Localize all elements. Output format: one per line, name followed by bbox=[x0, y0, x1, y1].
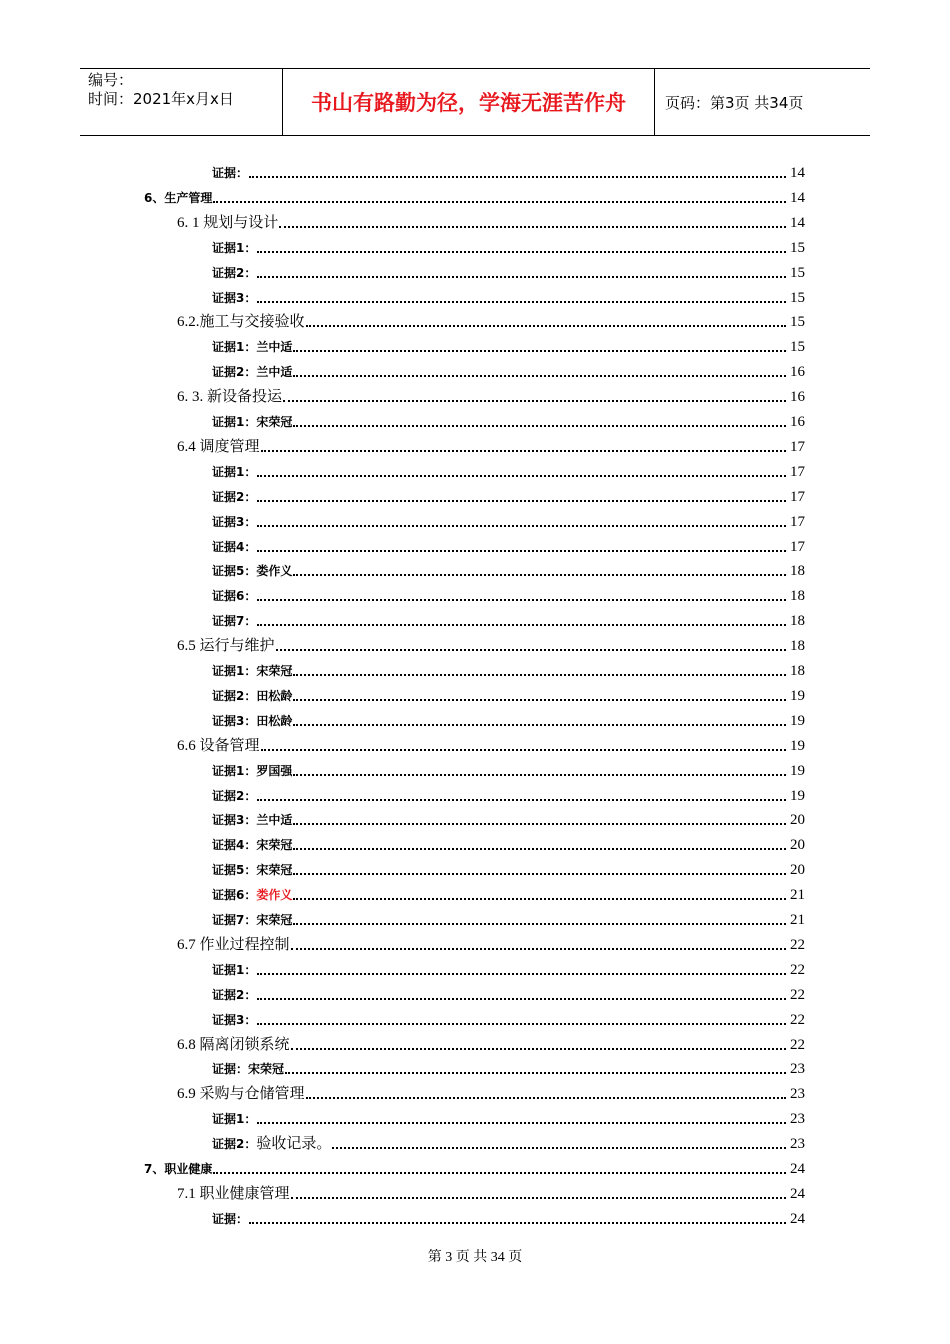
toc-entry-title: 证据5： bbox=[212, 564, 257, 579]
toc-entry[interactable] bbox=[212, 258, 805, 282]
toc-entry-page-number: 24 bbox=[790, 1210, 805, 1227]
toc-entry-title: 6.5 运行与维护 bbox=[177, 638, 275, 655]
dot-leader bbox=[257, 550, 786, 552]
toc-entry-person: 田松龄 bbox=[256, 713, 293, 728]
dot-leader bbox=[293, 724, 786, 726]
dot-leader bbox=[213, 201, 786, 203]
toc-entry-page-number: 14 bbox=[790, 214, 805, 231]
toc-entry[interactable] bbox=[212, 1129, 805, 1153]
toc-entry-title: 证据2： bbox=[212, 489, 257, 504]
header-motto: 书山有路勤为径，学海无涯苦作舟 bbox=[282, 69, 655, 135]
dot-leader bbox=[293, 923, 786, 925]
dot-leader bbox=[257, 475, 786, 477]
toc-entry-title: 6.8 隔离闭锁系统 bbox=[177, 1036, 290, 1053]
toc-entry[interactable] bbox=[212, 805, 805, 829]
toc-entry[interactable] bbox=[212, 1204, 805, 1228]
toc-entry-title: 证据4： bbox=[212, 838, 257, 853]
toc-entry-page-number: 23 bbox=[790, 1061, 805, 1078]
toc-entry-page-number: 18 bbox=[790, 588, 805, 605]
toc-entry[interactable] bbox=[177, 631, 805, 655]
dot-leader bbox=[257, 624, 786, 626]
toc-entry-page-number: 20 bbox=[790, 812, 805, 829]
toc-entry-page-number: 23 bbox=[790, 1136, 805, 1153]
toc-entry-person: 宋荣冠 bbox=[256, 838, 293, 853]
page-header bbox=[80, 68, 870, 136]
dot-leader bbox=[285, 1072, 786, 1074]
toc-entry[interactable] bbox=[212, 706, 805, 730]
toc-entry[interactable] bbox=[212, 507, 805, 531]
toc-entry-title: 证据5： bbox=[212, 863, 257, 878]
toc-entry-title: 证据1： bbox=[212, 763, 257, 778]
toc-entry[interactable] bbox=[212, 332, 805, 356]
toc-entry[interactable] bbox=[177, 208, 805, 232]
toc-entry-page-number: 16 bbox=[790, 389, 805, 406]
dot-leader bbox=[283, 400, 786, 402]
toc-entry[interactable] bbox=[212, 532, 805, 556]
toc-entry-title: 证据7： bbox=[212, 913, 257, 927]
toc-entry[interactable] bbox=[212, 283, 805, 307]
toc-entry[interactable] bbox=[212, 1005, 805, 1029]
toc-entry-person: 兰中适 bbox=[256, 340, 293, 355]
toc-entry-title: 证据1： bbox=[212, 1112, 257, 1127]
toc-entry-title: 证据： bbox=[212, 1062, 249, 1077]
toc-entry[interactable] bbox=[212, 233, 805, 257]
dot-leader bbox=[261, 450, 786, 452]
dot-leader bbox=[257, 500, 786, 502]
toc-entry-title: 6.7 作业过程控制 bbox=[177, 936, 290, 953]
dot-leader bbox=[293, 774, 786, 776]
dot-leader bbox=[257, 599, 786, 601]
toc-entry-title: 证据2： bbox=[212, 365, 257, 380]
toc-entry-page-number: 15 bbox=[790, 339, 805, 356]
dot-leader bbox=[257, 998, 786, 1000]
toc-entry[interactable] bbox=[212, 1104, 805, 1128]
toc-entry-title: 证据3： bbox=[212, 290, 257, 305]
toc-entry-page-number: 15 bbox=[790, 264, 805, 281]
toc-entry-title: 证据6： bbox=[212, 888, 257, 903]
toc-entry-page-number: 18 bbox=[790, 563, 805, 580]
toc-entry[interactable] bbox=[212, 656, 805, 680]
toc-entry[interactable] bbox=[212, 482, 805, 506]
page-footer: 第 3 页 共 34 页 bbox=[427, 1250, 523, 1265]
toc-entry-title: 证据6： bbox=[212, 589, 257, 604]
toc-entry-person: 宋荣冠 bbox=[256, 664, 293, 678]
header-page-info: 页码：第3页 共34页 bbox=[665, 93, 804, 112]
toc-entry-person: 宋荣冠 bbox=[256, 913, 293, 927]
toc-entry-page-number: 22 bbox=[790, 986, 805, 1003]
toc-entry-person: 宋荣冠 bbox=[256, 863, 293, 878]
toc-entry[interactable] bbox=[177, 432, 805, 456]
toc-entry-page-number: 17 bbox=[790, 463, 805, 480]
dot-leader bbox=[249, 1222, 786, 1224]
dot-leader bbox=[257, 1122, 786, 1124]
dot-leader bbox=[291, 948, 786, 950]
dot-leader bbox=[213, 1172, 786, 1174]
toc-entry-title: 证据： bbox=[212, 1211, 249, 1226]
toc-entry-person: 田松龄 bbox=[256, 688, 293, 703]
toc-entry-page-number: 15 bbox=[790, 314, 805, 331]
toc-entry[interactable] bbox=[177, 307, 805, 331]
toc-entry-page-number: 20 bbox=[790, 862, 805, 879]
toc-entry[interactable] bbox=[177, 1179, 805, 1203]
toc-entry-page-number: 17 bbox=[790, 538, 805, 555]
toc-entry-page-number: 16 bbox=[790, 414, 805, 430]
toc-entry-title: 7、职业健康 bbox=[144, 1162, 213, 1176]
dot-leader bbox=[293, 574, 786, 576]
toc-entry[interactable] bbox=[212, 830, 805, 854]
dot-leader bbox=[293, 425, 786, 427]
toc-entry[interactable] bbox=[212, 158, 805, 182]
dot-leader bbox=[291, 1197, 786, 1199]
toc-entry-page-number: 19 bbox=[790, 737, 805, 754]
toc-entry[interactable] bbox=[144, 1154, 805, 1178]
dot-leader bbox=[249, 176, 786, 178]
toc-entry[interactable] bbox=[212, 1054, 805, 1078]
toc-entry-title: 6.4 调度管理 bbox=[177, 438, 260, 455]
dot-leader bbox=[257, 276, 786, 278]
toc-entry[interactable] bbox=[212, 880, 805, 904]
dot-leader bbox=[257, 251, 786, 253]
toc-entry-page-number: 17 bbox=[790, 438, 805, 455]
toc-entry-title: 证据3： bbox=[212, 713, 257, 728]
toc-entry[interactable] bbox=[177, 930, 805, 954]
toc-entry-page-number: 15 bbox=[790, 239, 805, 256]
dot-leader bbox=[291, 1048, 786, 1050]
toc-entry-person: 宋荣冠 bbox=[248, 1062, 285, 1077]
toc-entry-title: 证据1： bbox=[212, 664, 257, 678]
toc-entry-page-number: 14 bbox=[790, 165, 805, 181]
toc-entry-title: 6.9 采购与仓储管理 bbox=[177, 1086, 305, 1103]
toc-entry-page-number: 18 bbox=[790, 663, 805, 679]
toc-entry-title: 证据3： bbox=[212, 1012, 257, 1027]
toc-entry-title: 证据7： bbox=[212, 614, 257, 629]
toc-entry[interactable] bbox=[212, 457, 805, 481]
toc-entry-title: 证据3： bbox=[212, 514, 257, 529]
date-line: 时间：2021年x月x日 bbox=[88, 90, 234, 108]
toc-entry-title: 证据1： bbox=[212, 340, 257, 355]
dot-leader bbox=[293, 350, 786, 352]
toc-entry[interactable] bbox=[177, 1079, 805, 1103]
serial-label: 编号： bbox=[88, 71, 134, 89]
dot-leader bbox=[293, 848, 786, 850]
toc-entry[interactable] bbox=[212, 781, 805, 805]
dot-leader bbox=[276, 649, 786, 651]
toc-entry-title: 证据2： bbox=[212, 265, 257, 280]
toc-entry-title: 证据2： bbox=[212, 688, 257, 703]
toc-entry-person: 兰中适 bbox=[256, 365, 293, 380]
dot-leader bbox=[293, 823, 786, 825]
toc-entry-title: 6. 3. 新设备投运 bbox=[177, 389, 283, 406]
toc-entry[interactable] bbox=[212, 855, 805, 879]
dot-leader bbox=[261, 749, 786, 751]
dot-leader bbox=[332, 1147, 786, 1149]
toc-entry-page-number: 18 bbox=[790, 638, 805, 655]
toc-entry-title: 7.1 职业健康管理 bbox=[177, 1185, 290, 1202]
toc-entry-person: 兰中适 bbox=[256, 813, 293, 828]
toc-entry[interactable] bbox=[177, 1030, 805, 1054]
toc-entry-page-number: 19 bbox=[790, 687, 805, 704]
dot-leader bbox=[293, 873, 786, 875]
toc-entry-title: 证据3： bbox=[212, 813, 257, 828]
toc-entry-person: 宋荣冠 bbox=[256, 415, 293, 429]
toc-entry-page-number: 24 bbox=[790, 1185, 805, 1202]
toc-entry-person: 娄作义 bbox=[256, 564, 293, 579]
dot-leader bbox=[257, 1023, 786, 1025]
toc-entry[interactable] bbox=[212, 756, 805, 780]
dot-leader bbox=[257, 301, 786, 303]
toc-entry-page-number: 17 bbox=[790, 488, 805, 505]
toc-entry-page-number: 18 bbox=[790, 613, 805, 630]
toc-entry-page-number: 19 bbox=[790, 762, 805, 779]
toc-entry-page-number: 23 bbox=[790, 1111, 805, 1128]
dot-leader bbox=[293, 699, 786, 701]
toc-entry-page-number: 19 bbox=[790, 787, 805, 804]
dot-leader bbox=[279, 226, 786, 228]
dot-leader bbox=[257, 525, 786, 527]
toc-entry-page-number: 24 bbox=[790, 1161, 805, 1177]
toc-entry[interactable] bbox=[212, 357, 805, 381]
dot-leader bbox=[306, 325, 786, 327]
dot-leader bbox=[293, 375, 786, 377]
toc-entry-page-number: 23 bbox=[790, 1086, 805, 1103]
toc-entry-title: 6.6 设备管理 bbox=[177, 737, 260, 754]
toc-entry-title: 证据2： bbox=[212, 1137, 257, 1152]
toc-entry[interactable] bbox=[144, 183, 805, 207]
toc-entry-title: 证据1： bbox=[212, 962, 257, 977]
toc-entry-page-number: 22 bbox=[790, 1011, 805, 1028]
toc-entry[interactable] bbox=[212, 980, 805, 1004]
toc-entry-page-number: 22 bbox=[790, 961, 805, 978]
dot-leader bbox=[293, 898, 786, 900]
toc-entry-page-number: 15 bbox=[790, 289, 805, 306]
toc-entry[interactable] bbox=[212, 606, 805, 630]
toc-entry-title: 6.2.施工与交接验收 bbox=[177, 314, 305, 331]
dot-leader bbox=[306, 1097, 786, 1099]
toc-entry-page-number: 21 bbox=[790, 887, 805, 904]
toc-entry[interactable] bbox=[212, 681, 805, 705]
toc-entry-title: 6、生产管理 bbox=[144, 190, 213, 205]
toc-entry-title: 证据2： bbox=[212, 987, 257, 1002]
toc-entry[interactable] bbox=[212, 581, 805, 605]
toc-entry-page-number: 19 bbox=[790, 712, 805, 729]
toc-entry-title: 证据2： bbox=[212, 788, 257, 803]
toc-entry-title: 6. 1 规划与设计 bbox=[177, 214, 279, 231]
toc-entry-suffix: 验收记录。 bbox=[256, 1136, 332, 1153]
dot-leader bbox=[257, 973, 786, 975]
toc-entry-page-number: 16 bbox=[790, 364, 805, 381]
toc-entry-page-number: 20 bbox=[790, 837, 805, 854]
toc-entry-page-number: 17 bbox=[790, 513, 805, 530]
toc-entry-page-number: 14 bbox=[790, 189, 805, 206]
dot-leader bbox=[293, 674, 786, 676]
toc-entry-title: 证据4： bbox=[212, 539, 257, 554]
toc-entry-page-number: 22 bbox=[790, 1036, 805, 1053]
toc-entry-person: 罗国强 bbox=[256, 763, 293, 778]
toc-entry[interactable] bbox=[212, 955, 805, 979]
toc-entry[interactable] bbox=[212, 905, 805, 929]
toc-entry-title: 证据1： bbox=[212, 464, 257, 479]
toc-entry[interactable] bbox=[212, 556, 805, 580]
toc-entry-page-number: 21 bbox=[790, 912, 805, 928]
toc-entry[interactable] bbox=[212, 407, 805, 431]
toc-entry[interactable] bbox=[177, 731, 805, 755]
dot-leader bbox=[257, 799, 786, 801]
toc-entry[interactable] bbox=[177, 382, 805, 406]
toc-entry-title: 证据： bbox=[212, 166, 249, 180]
toc-entry-person: 娄作义 bbox=[256, 888, 293, 903]
header-meta bbox=[80, 69, 282, 135]
toc-entry-title: 证据1： bbox=[212, 240, 257, 255]
toc-entry-title: 证据1： bbox=[212, 415, 257, 429]
toc-entry-page-number: 22 bbox=[790, 936, 805, 953]
